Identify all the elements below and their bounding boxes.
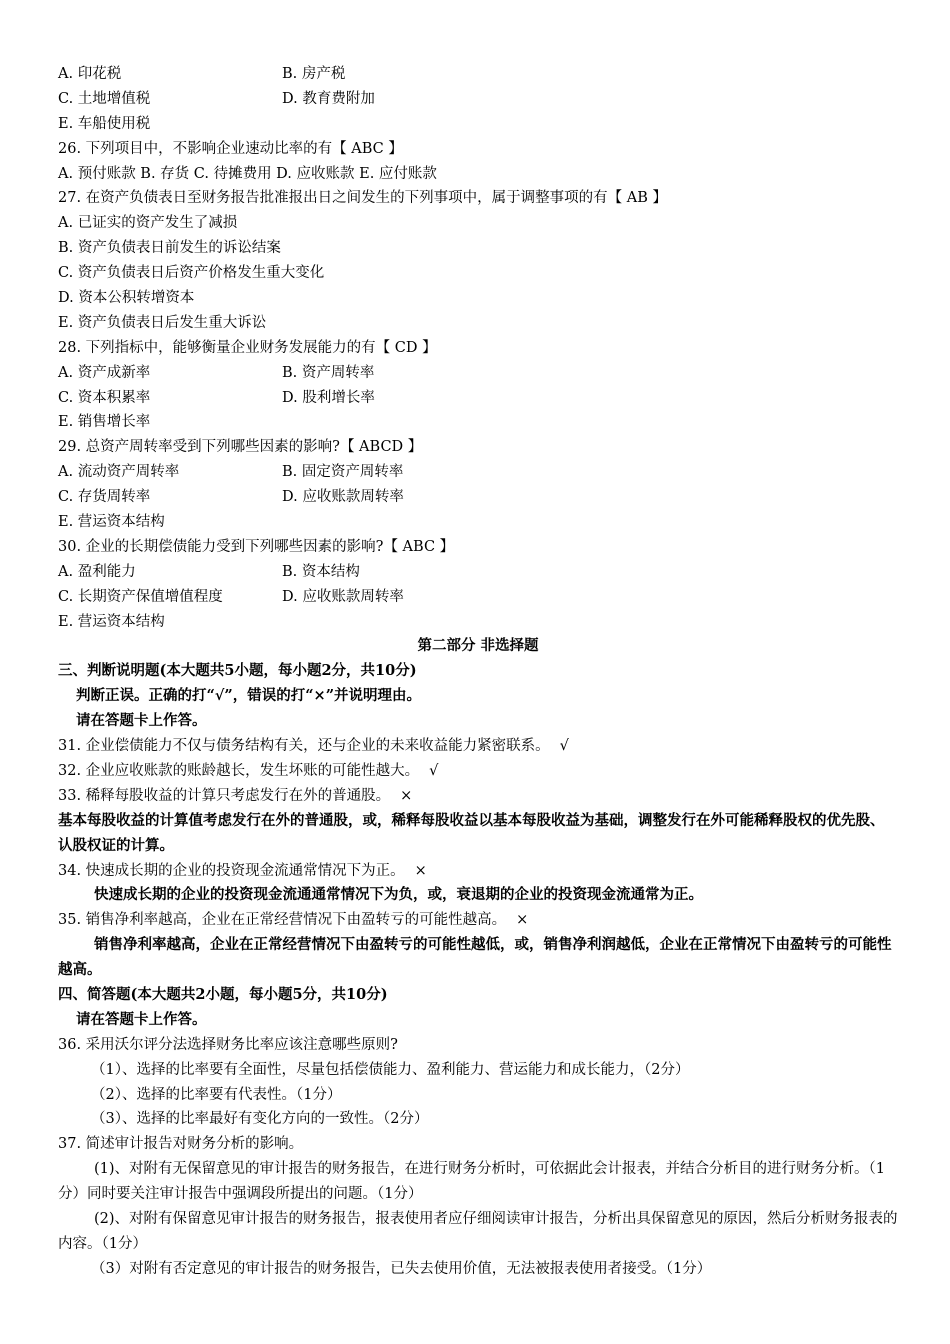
option-line xyxy=(58,386,898,411)
option-line: E. 资产负债表日后发生重大诉讼 xyxy=(58,314,267,331)
section-instruction: 请在答题卡上作答。 xyxy=(76,712,207,730)
answer-34: 快速成长期的企业的投资现金流通通常情况下为负，或，衰退期的企业的投资现金流通常为正。 xyxy=(94,886,703,904)
option-line xyxy=(58,87,898,112)
option-line xyxy=(58,460,898,485)
option: A. 资产成新率 xyxy=(58,364,151,381)
section-instruction: 请在答题卡上作答。 xyxy=(76,1010,207,1028)
question-34 xyxy=(58,859,898,884)
question-29: 29. 总资产周转率受到下列哪些因素的影响?【 ABCD 】 xyxy=(58,439,423,456)
cross-mark: × xyxy=(516,912,529,929)
answer-paragraph: (1)、对附有无保留意见的审计报告的财务报告，在进行财务分析时，可依据此会计报表，并结合分析目的进行财务分析。（1分）同时要关注审计报告中强调段所提出的问题。（1分） xyxy=(58,1161,886,1203)
question-26: 26. 下列项目中，不影响企业速动比率的有【 ABC 】 xyxy=(58,140,403,157)
check-mark: √ xyxy=(559,738,569,755)
option: D. 应收账款周转率 xyxy=(282,588,404,605)
option-line: E. 营运资本结构 xyxy=(58,514,165,531)
question-35 xyxy=(58,908,898,933)
option-line xyxy=(58,585,898,610)
answer-35: 销售净利率越高，企业在正常经营情况下由盈转亏的可能性越低，或，销售净利润越低，企业在正常情况下由盈转亏的可能性越高。 xyxy=(58,936,892,979)
option-line: E. 营运资本结构 xyxy=(58,613,165,630)
option: C. 存货周转率 xyxy=(58,489,151,506)
question-30: 30. 企业的长期偿债能力受到下列哪些因素的影响?【 ABC 】 xyxy=(58,538,455,555)
option: D. 股利增长率 xyxy=(282,389,375,406)
option-line xyxy=(58,62,898,87)
answer-point: （1）、选择的比率要有全面性，尽量包括偿债能力、盈利能力、营运能力和成长能力，（2分） xyxy=(91,1061,690,1078)
option: B. 资产周转率 xyxy=(282,364,375,381)
option: B. 固定资产周转率 xyxy=(282,464,404,481)
option: A. 印花税 xyxy=(58,66,122,82)
answer-point: （2）、选择的比率要有代表性。（1分） xyxy=(91,1086,342,1103)
check-mark: √ xyxy=(429,762,439,779)
question-31 xyxy=(58,734,898,759)
question-37: 37. 简述审计报告对财务分析的影响。 xyxy=(58,1136,304,1153)
option: B. 资本结构 xyxy=(282,563,360,580)
question-27: 27. 在资产负债表日至财务报告批准报出日之间发生的下列事项中，属于调整事项的有【 AB 】 xyxy=(58,190,668,207)
option-line: E. 销售增长率 xyxy=(58,414,151,431)
option: C. 土地增值税 xyxy=(58,90,151,107)
option: A. 流动资产周转率 xyxy=(58,464,180,481)
section-heading: 三、判断说明题(本大题共5小题，每小题2分，共10分) xyxy=(58,662,417,680)
answer-33: 基本每股收益的计算值考虑发行在外的普通股，或，稀释每股收益以基本每股收益为基础，调整发行在外可能稀释股权的优先股、认股权证的计算。 xyxy=(58,811,885,854)
question-28: 28. 下列指标中，能够衡量企业财务发展能力的有【 CD 】 xyxy=(58,339,437,356)
option-line xyxy=(58,485,898,510)
question-32 xyxy=(58,759,898,784)
option: D. 应收账款周转率 xyxy=(282,489,404,506)
option: C. 长期资产保值增值程度 xyxy=(58,588,223,605)
option-line: E. 车船使用税 xyxy=(58,115,151,132)
section-heading: 四、简答题(本大题共2小题，每小题5分，共10分) xyxy=(58,986,388,1004)
question-text: 33. 稀释每股收益的计算只考虑发行在外的普通股。 xyxy=(58,787,391,804)
option-line xyxy=(58,361,898,386)
option: B. 房产税 xyxy=(282,66,346,82)
option-line: C. 资产负债表日后资产价格发生重大变化 xyxy=(58,265,325,282)
cross-mark: × xyxy=(400,787,413,804)
answer-paragraph: （3）对附有否定意见的审计报告的财务报告，已失去使用价值，无法被报表使用者接受。（1分） xyxy=(91,1260,712,1277)
section-instruction: 判断正误。正确的打“√”，错误的打“×”并说明理由。 xyxy=(76,687,422,705)
option-line: A. 已证实的资产发生了减损 xyxy=(58,215,238,232)
part-title: 第二部分 非选择题 xyxy=(417,637,539,655)
option: A. 盈利能力 xyxy=(58,563,136,580)
question-text: 34. 快速成长期的企业的投资现金流通常情况下为正。 xyxy=(58,862,405,879)
question-text: 32. 企业应收账款的账龄越长，发生坏账的可能性越大。 xyxy=(58,762,420,779)
document-page xyxy=(58,62,898,1282)
option-line: D. 资本公积转增资本 xyxy=(58,290,195,307)
question-text: 31. 企业偿债能力不仅与债务结构有关，还与企业的未来收益能力紧密联系。 xyxy=(58,738,550,755)
option: C. 资本积累率 xyxy=(58,389,151,406)
option-line xyxy=(58,560,898,585)
answer-paragraph: (2)、对附有保留意见审计报告的财务报告，报表使用者应仔细阅读审计报告，分析出具保留意见的原因，然后分析财务报表的内容。（1分） xyxy=(58,1211,898,1252)
question-33 xyxy=(58,784,898,809)
question-36: 36. 采用沃尔评分法选择财务比率应该注意哪些原则? xyxy=(58,1036,398,1053)
options-26: A. 预付账款 B. 存货 C. 待摊费用 D. 应收账款 E. 应付账款 xyxy=(58,165,437,182)
question-text: 35. 销售净利率越高，企业在正常经营情况下由盈转亏的可能性越高。 xyxy=(58,912,507,929)
cross-mark: × xyxy=(414,862,427,879)
option-line: B. 资产负债表日前发生的诉讼结案 xyxy=(58,240,281,257)
answer-point: （3）、选择的比率最好有变化方向的一致性。（2分） xyxy=(91,1111,429,1128)
option: D. 教育费附加 xyxy=(282,90,375,107)
